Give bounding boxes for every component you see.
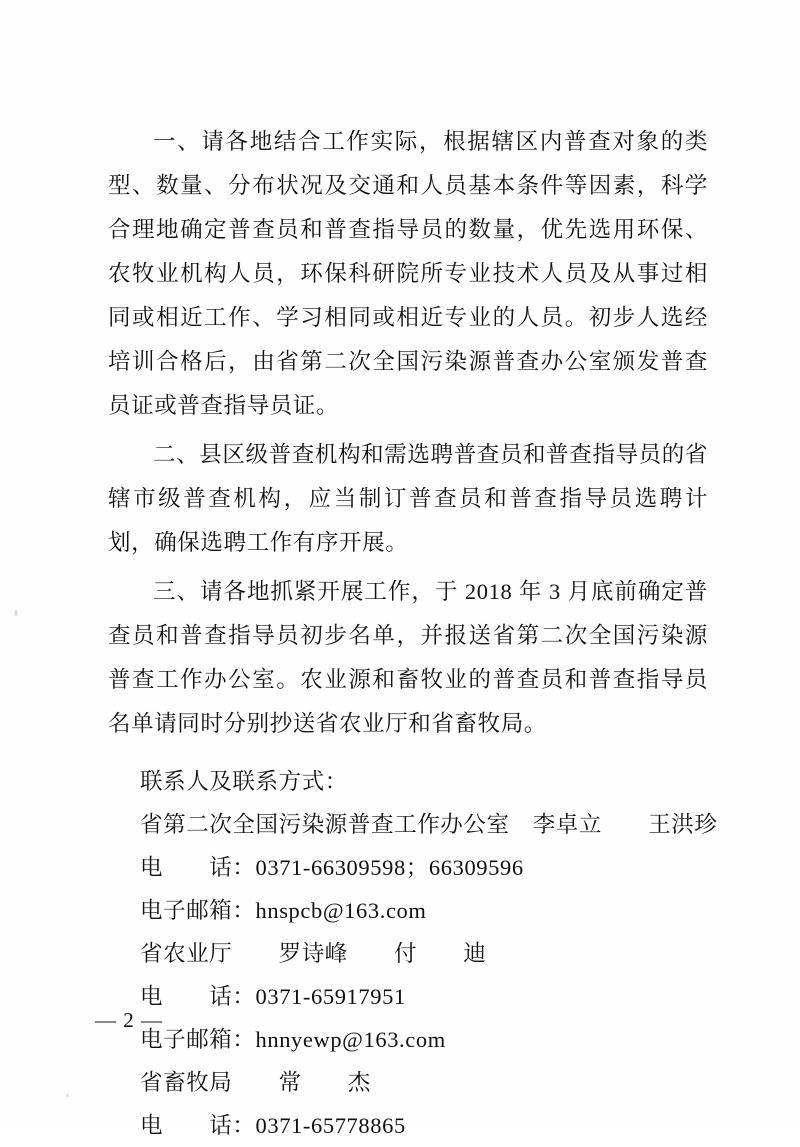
paragraph-two: 二、县区级普查机构和需选聘普查员和普查指导员的省辖市级普查机构，应当制订普查员和普查指导员选聘计划，确保选聘工作有序开展。 bbox=[108, 442, 708, 555]
document-body bbox=[108, 120, 718, 1147]
contact-block bbox=[108, 760, 718, 1147]
paragraph-one: 一、请各地结合工作实际，根据辖区内普查对象的类型、数量、分布状况及交通和人员基本条件等因素，科学合理地确定普查员和普查指导员的数量，优先选用环保、农牧业机构人员，环保科研院所专业技术人员及从事过相同或相近工作、学习相同或相近专业的人员。初步人选经培训合格后，由省第二次全国污染源普查办公室颁发普查员证或普查指导员证。 bbox=[108, 129, 708, 418]
paper-speck bbox=[14, 610, 18, 616]
contact-line-agriculture: 省农业厅 罗诗峰 付 迪 bbox=[140, 941, 487, 966]
contact-line-office-phone: 电 话：0371-66309598；66309596 bbox=[140, 855, 524, 880]
contact-heading: 联系人及联系方式： bbox=[140, 769, 348, 794]
paper-speck bbox=[66, 1094, 69, 1097]
contact-line-agriculture-phone: 电 话：0371-65917951 bbox=[140, 984, 406, 1009]
page-number: — 2 — bbox=[95, 1008, 163, 1032]
contact-line-livestock: 省畜牧局 常 杰 bbox=[140, 1070, 372, 1095]
contact-line-office-email: 电子邮箱：hnspcb@163.com bbox=[140, 898, 427, 923]
contact-line-office: 省第二次全国污染源普查工作办公室 李卓立 王洪珍 bbox=[140, 812, 718, 837]
paragraph-three: 三、请各地抓紧开展工作，于 2018 年 3 月底前确定普查员和普查指导员初步名单，并报送省第二次全国污染源普查工作办公室。农业源和畜牧业的普查员和普查指导员名单请同时分别抄送省农业厅和省畜牧局。 bbox=[108, 579, 708, 736]
contact-line-agriculture-email: 电子邮箱：hnnyewp@163.com bbox=[140, 1027, 446, 1052]
contact-line-livestock-phone: 电 话：0371-65778865 bbox=[140, 1113, 406, 1138]
